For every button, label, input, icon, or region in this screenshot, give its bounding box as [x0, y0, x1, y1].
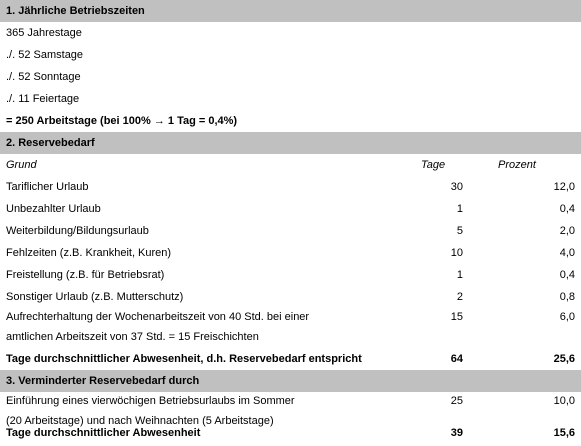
section-2-total: [0, 348, 581, 370]
row-grund: Tariflicher Urlaub: [6, 181, 89, 193]
section-1-line-text: ./. 11 Feiertage: [6, 93, 80, 105]
row-prozent: 6,0: [559, 311, 575, 323]
row-prozent: 4,0: [559, 247, 575, 259]
row-tage: 5: [456, 225, 463, 237]
row-grund: Fehlzeiten (z.B. Krankheit, Kuren): [6, 247, 172, 259]
table-row: [0, 198, 581, 220]
row-grund: Aufrechterhaltung der Wochenarbeitszeit von 40 Std. bei einer: [6, 311, 310, 323]
row-tage: 2: [456, 291, 463, 303]
section-1-result-text: = 250 Arbeitstage (bei 100% → 1 Tag = 0,4%): [6, 115, 238, 127]
section-1-header: [0, 0, 581, 22]
section-1-line: [0, 22, 581, 44]
table-row: [0, 390, 581, 412]
table-row: [0, 220, 581, 242]
section-1-result: [0, 110, 581, 132]
table-row: [0, 242, 581, 264]
row-grund: Freistellung (z.B. für Betriebsrat): [6, 269, 165, 281]
section-3-title: 3. Verminderter Reservebedarf durch: [6, 375, 200, 387]
column-header-grund: Grund: [6, 159, 37, 171]
row-grund: amtlichen Arbeitszeit von 37 Std. = 15 Freischichten: [6, 331, 259, 343]
row-tage: 10: [450, 247, 463, 259]
section-1-line: [0, 88, 581, 110]
row-text: Einführung eines vierwöchigen Betriebsurlaubs im Sommer: [6, 395, 295, 407]
total-prozent: 15,6: [553, 427, 575, 439]
section-1-line: [0, 66, 581, 88]
section-1-line-text: ./. 52 Sonntage: [6, 71, 81, 83]
total-label: Tage durchschnittlicher Abwesenheit: [6, 427, 201, 439]
table-row: [0, 176, 581, 198]
row-grund: Unbezahlter Urlaub: [6, 203, 101, 215]
row-text: (20 Arbeitstage) und nach Weihnachten (5 Arbeitstage): [6, 415, 274, 427]
total-tage: 64: [450, 353, 463, 365]
row-grund: Sonstiger Urlaub (z.B. Mutterschutz): [6, 291, 184, 303]
table-row: [0, 264, 581, 286]
row-tage: 30: [450, 181, 463, 193]
row-tage: 15: [450, 311, 463, 323]
section-1-line: [0, 44, 581, 66]
row-prozent: 12,0: [553, 181, 575, 193]
row-prozent: 0,4: [559, 269, 575, 281]
row-prozent: 0,8: [559, 291, 575, 303]
section-2-header: [0, 132, 581, 154]
row-prozent: 2,0: [559, 225, 575, 237]
section-1-line-text: ./. 52 Samstage: [6, 49, 84, 61]
section-2-title: 2. Reservebedarf: [6, 137, 95, 149]
column-header-tage: Tage: [421, 159, 446, 171]
row-prozent: 0,4: [559, 203, 575, 215]
section-3-total: [0, 420, 581, 440]
total-tage: 39: [450, 427, 463, 439]
total-label: Tage durchschnittlicher Abwesenheit, d.h. Reservebedarf entspricht: [6, 353, 362, 365]
column-header-prozent: Prozent: [498, 159, 536, 171]
section-1-line-text: 365 Jahrestage: [6, 27, 82, 39]
section-1-title: 1. Jährliche Betriebszeiten: [6, 5, 145, 17]
row-prozent: 10,0: [553, 395, 575, 407]
section-3-header: [0, 370, 581, 392]
table-column-headers: [0, 154, 581, 176]
row-tage: 25: [450, 395, 463, 407]
table-row: [0, 326, 581, 348]
row-grund: Weiterbildung/Bildungsurlaub: [6, 225, 149, 237]
row-tage: 1: [456, 269, 463, 281]
table-row: [0, 286, 581, 308]
total-prozent: 25,6: [553, 353, 575, 365]
table-row: [0, 306, 581, 328]
row-tage: 1: [456, 203, 463, 215]
